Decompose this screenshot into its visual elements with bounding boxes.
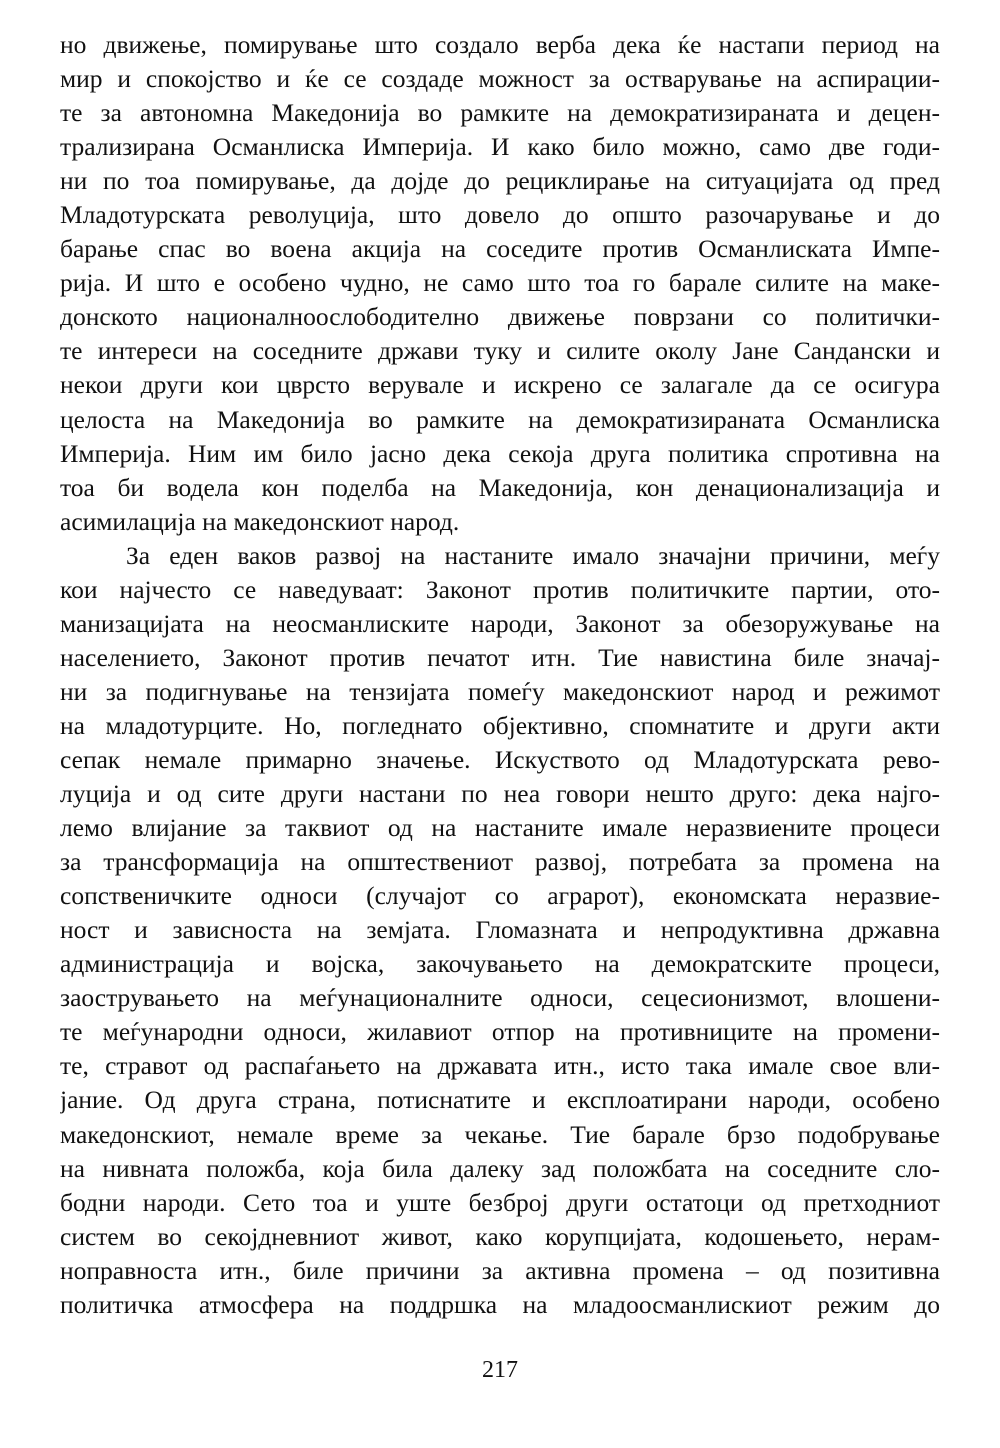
text-line: бодни народи. Сето тоа и уште безброј други остатоци од претходниот [60,1187,940,1217]
text-line: лемо влијание за таквиот од на настаните имале неразвиените процеси [60,813,940,843]
page-number: 217 [482,1357,518,1383]
text-line: некои други кои цврсто верувале и искрено се залагале да се осигура [60,370,940,400]
text-line: населението, Законот против печатот итн. Тие навистина биле значај- [60,642,940,672]
text-line: барање спас во воена акција на соседите против Османлиската Импе- [60,234,940,264]
text-line: јание. Од друга страна, потиснатите и експлоатирани народи, особено [60,1085,940,1115]
text-line: администрација и војска, закочувањето на демократските процеси, [60,949,940,979]
text-line: асимилација на македонскиот народ. [60,506,460,536]
text-line: ни за подигнување на тензијата помеѓу македонскиот народ и режимот [60,676,940,706]
text-line: сепак немале примарно значење. Искуството од Младотурската рево- [60,744,940,774]
text-line: мир и спокојство и ќе се создаде можност за остварување на аспирации- [60,64,940,94]
text-line: кои најчесто се наведуваат: Законот против политичките партии, ото- [60,574,940,604]
text-line: те интереси на соседните држави туку и силите околу Јане Сандански и [60,336,940,366]
text-line: ноправноста итн., биле причини за активна промена – од позитивна [60,1255,940,1285]
text-line: тоа би водела кон поделба на Македонија, кон денационализација и [60,472,940,502]
text-line: систем во секојдневниот живот, како корупцијата, кодошењето, нерам- [60,1221,940,1251]
text-line: сопственичките односи (случајот со аграрот), економската неразвие- [60,881,940,911]
text-line: ност и зависноста на земјата. Гломазната и непродуктивна државна [60,915,940,945]
text-line: македонскиот, немале време за чекање. Тие барале брзо подобрување [60,1119,940,1149]
text-line: донското националноослободително движење поврзани со политички- [60,302,940,332]
text-line: на нивната положба, која била далеку зад положбата на соседните сло- [60,1153,940,1183]
text-line: целоста на Македонија во рамките на демократизираната Османлиска [60,404,940,434]
text-line: Младотурската револуција, што довело до општо разочарување и до [60,200,940,230]
text-line: За еден ваков развој на настаните имало значајни причини, меѓу [126,540,940,570]
text-line: манизацијата на неосманлиските народи, Законот за обезоружување на [60,608,940,638]
text-line: те меѓународни односи, жилавиот отпор на противниците на промени- [60,1017,940,1047]
text-line: луција и од сите други настани по неа говори нешто друго: дека најго- [60,779,940,809]
paragraph-1 [60,28,940,539]
text-line: на младотурците. Но, погледнато објективно, спомнатите и други акти [60,710,940,740]
text-line: но движење, помирување што создало верба дека ќе настапи период на [60,30,940,59]
paragraph-2 [60,539,940,1322]
text-line: за трансформација на општествениот развој, потребата за промена на [60,847,940,877]
text-line: те, стравот од распаѓањето на државата итн., исто така имале свое вли- [60,1051,940,1081]
page-body [60,28,940,1322]
text-line: рија. И што е особено чудно, не само што тоа го барале силите на маке- [60,268,940,298]
text-line: трализирана Османлиска Империја. И како било можно, само две годи- [60,132,940,162]
text-line: те за автономна Македонија во рамките на демократизираната и децен- [60,98,940,128]
text-line: Империја. Ним им било јасно дека секоја друга политика спротивна на [60,438,940,468]
text-line: заострувањето на меѓунационалните односи, сецесионизмот, влошени- [60,983,940,1013]
text-line: ни по тоа помирување, да дојде до рециклирање на ситуацијата од пред [60,166,940,196]
text-line: политичка атмосфера на поддршка на младоосманлискиот режим до [60,1289,940,1319]
